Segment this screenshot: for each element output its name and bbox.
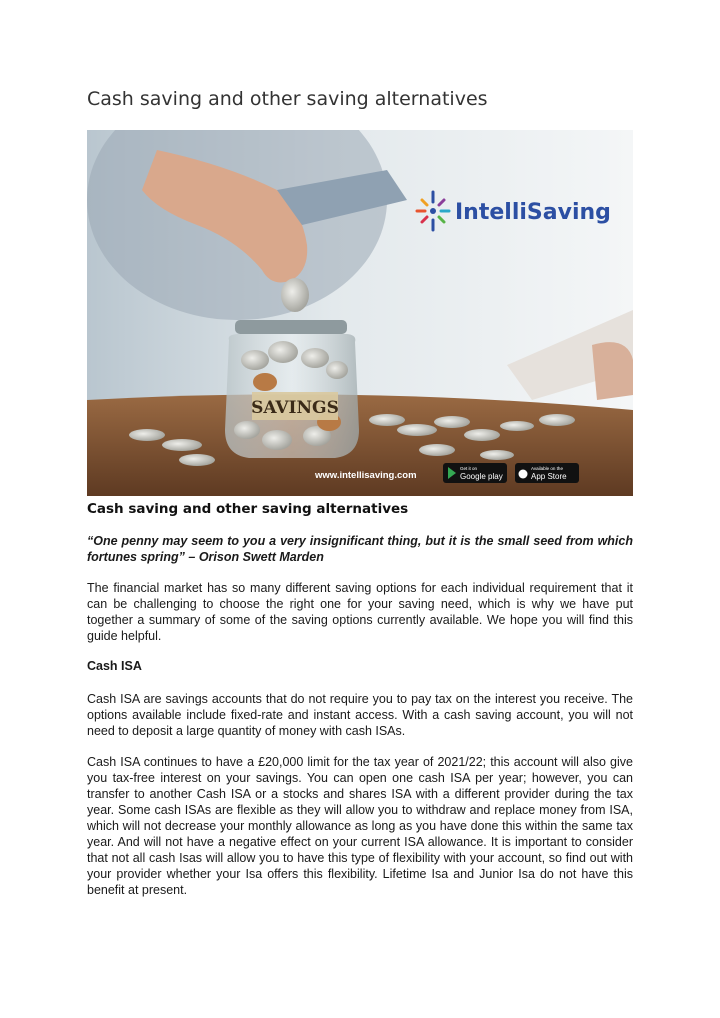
jar-label: SAVINGS <box>251 398 339 418</box>
google-play-label: Google play <box>460 472 503 481</box>
cash-isa-paragraph-1: Cash ISA are savings accounts that do not require you to pay tax on the interest you receive. The options available include fixed-rate and instant access. With a cash saving account, you will not need to deposit a large quantity of money with cash ISAs. <box>87 692 633 738</box>
google-play-badge[interactable] <box>443 463 507 483</box>
quote: “One penny may seem to you a very insignificant thing, but it is the small seed from which fortunes spring” – Orison Swett Marden <box>87 534 633 564</box>
hero-image <box>87 130 633 496</box>
cash-isa-paragraph-2: Cash ISA continues to have a £20,000 limit for the tax year of 2021/22; this account will also give you tax-free interest on your savings. You can open one cash ISA per year; however, you can transfer to another Cash ISA or a stocks and shares ISA with a different provider during the tax year. Some cash ISAs are flexible as they will allow you to withdraw and replace money from ISA, which will not decrease your monthly allowance as long as you have done this within the same tax year. And will not have a negative effect on your current ISA allowance. It is important to consider that not all cash Isas will allow you to have this type of flexibility with your account, so find out with your provider whether your Isa offers this flexibility. Lifetime Isa and Junior Isa do not have this benefit at present. <box>87 755 633 897</box>
intro-paragraph: The financial market has so many different saving options for each individual requirement that it can be challenging to choose the right one for your saving need, which is why we have put together a summary of some of the saving options currently available. We hope you will find this guide helpful. <box>87 581 633 643</box>
website-text: www.intellisaving.com <box>315 470 417 481</box>
google-play-small: Get it on <box>460 466 478 471</box>
apple-icon <box>519 470 528 479</box>
section-heading: Cash saving and other saving alternatives <box>87 501 409 517</box>
app-store-badge[interactable] <box>515 463 579 483</box>
app-store-label: App Store <box>531 472 567 481</box>
page-title: Cash saving and other saving alternatives <box>87 88 488 110</box>
cash-isa-heading: Cash ISA <box>87 659 142 673</box>
app-store-small: Available on the <box>531 466 563 471</box>
brand-name: IntelliSaving <box>455 200 611 225</box>
